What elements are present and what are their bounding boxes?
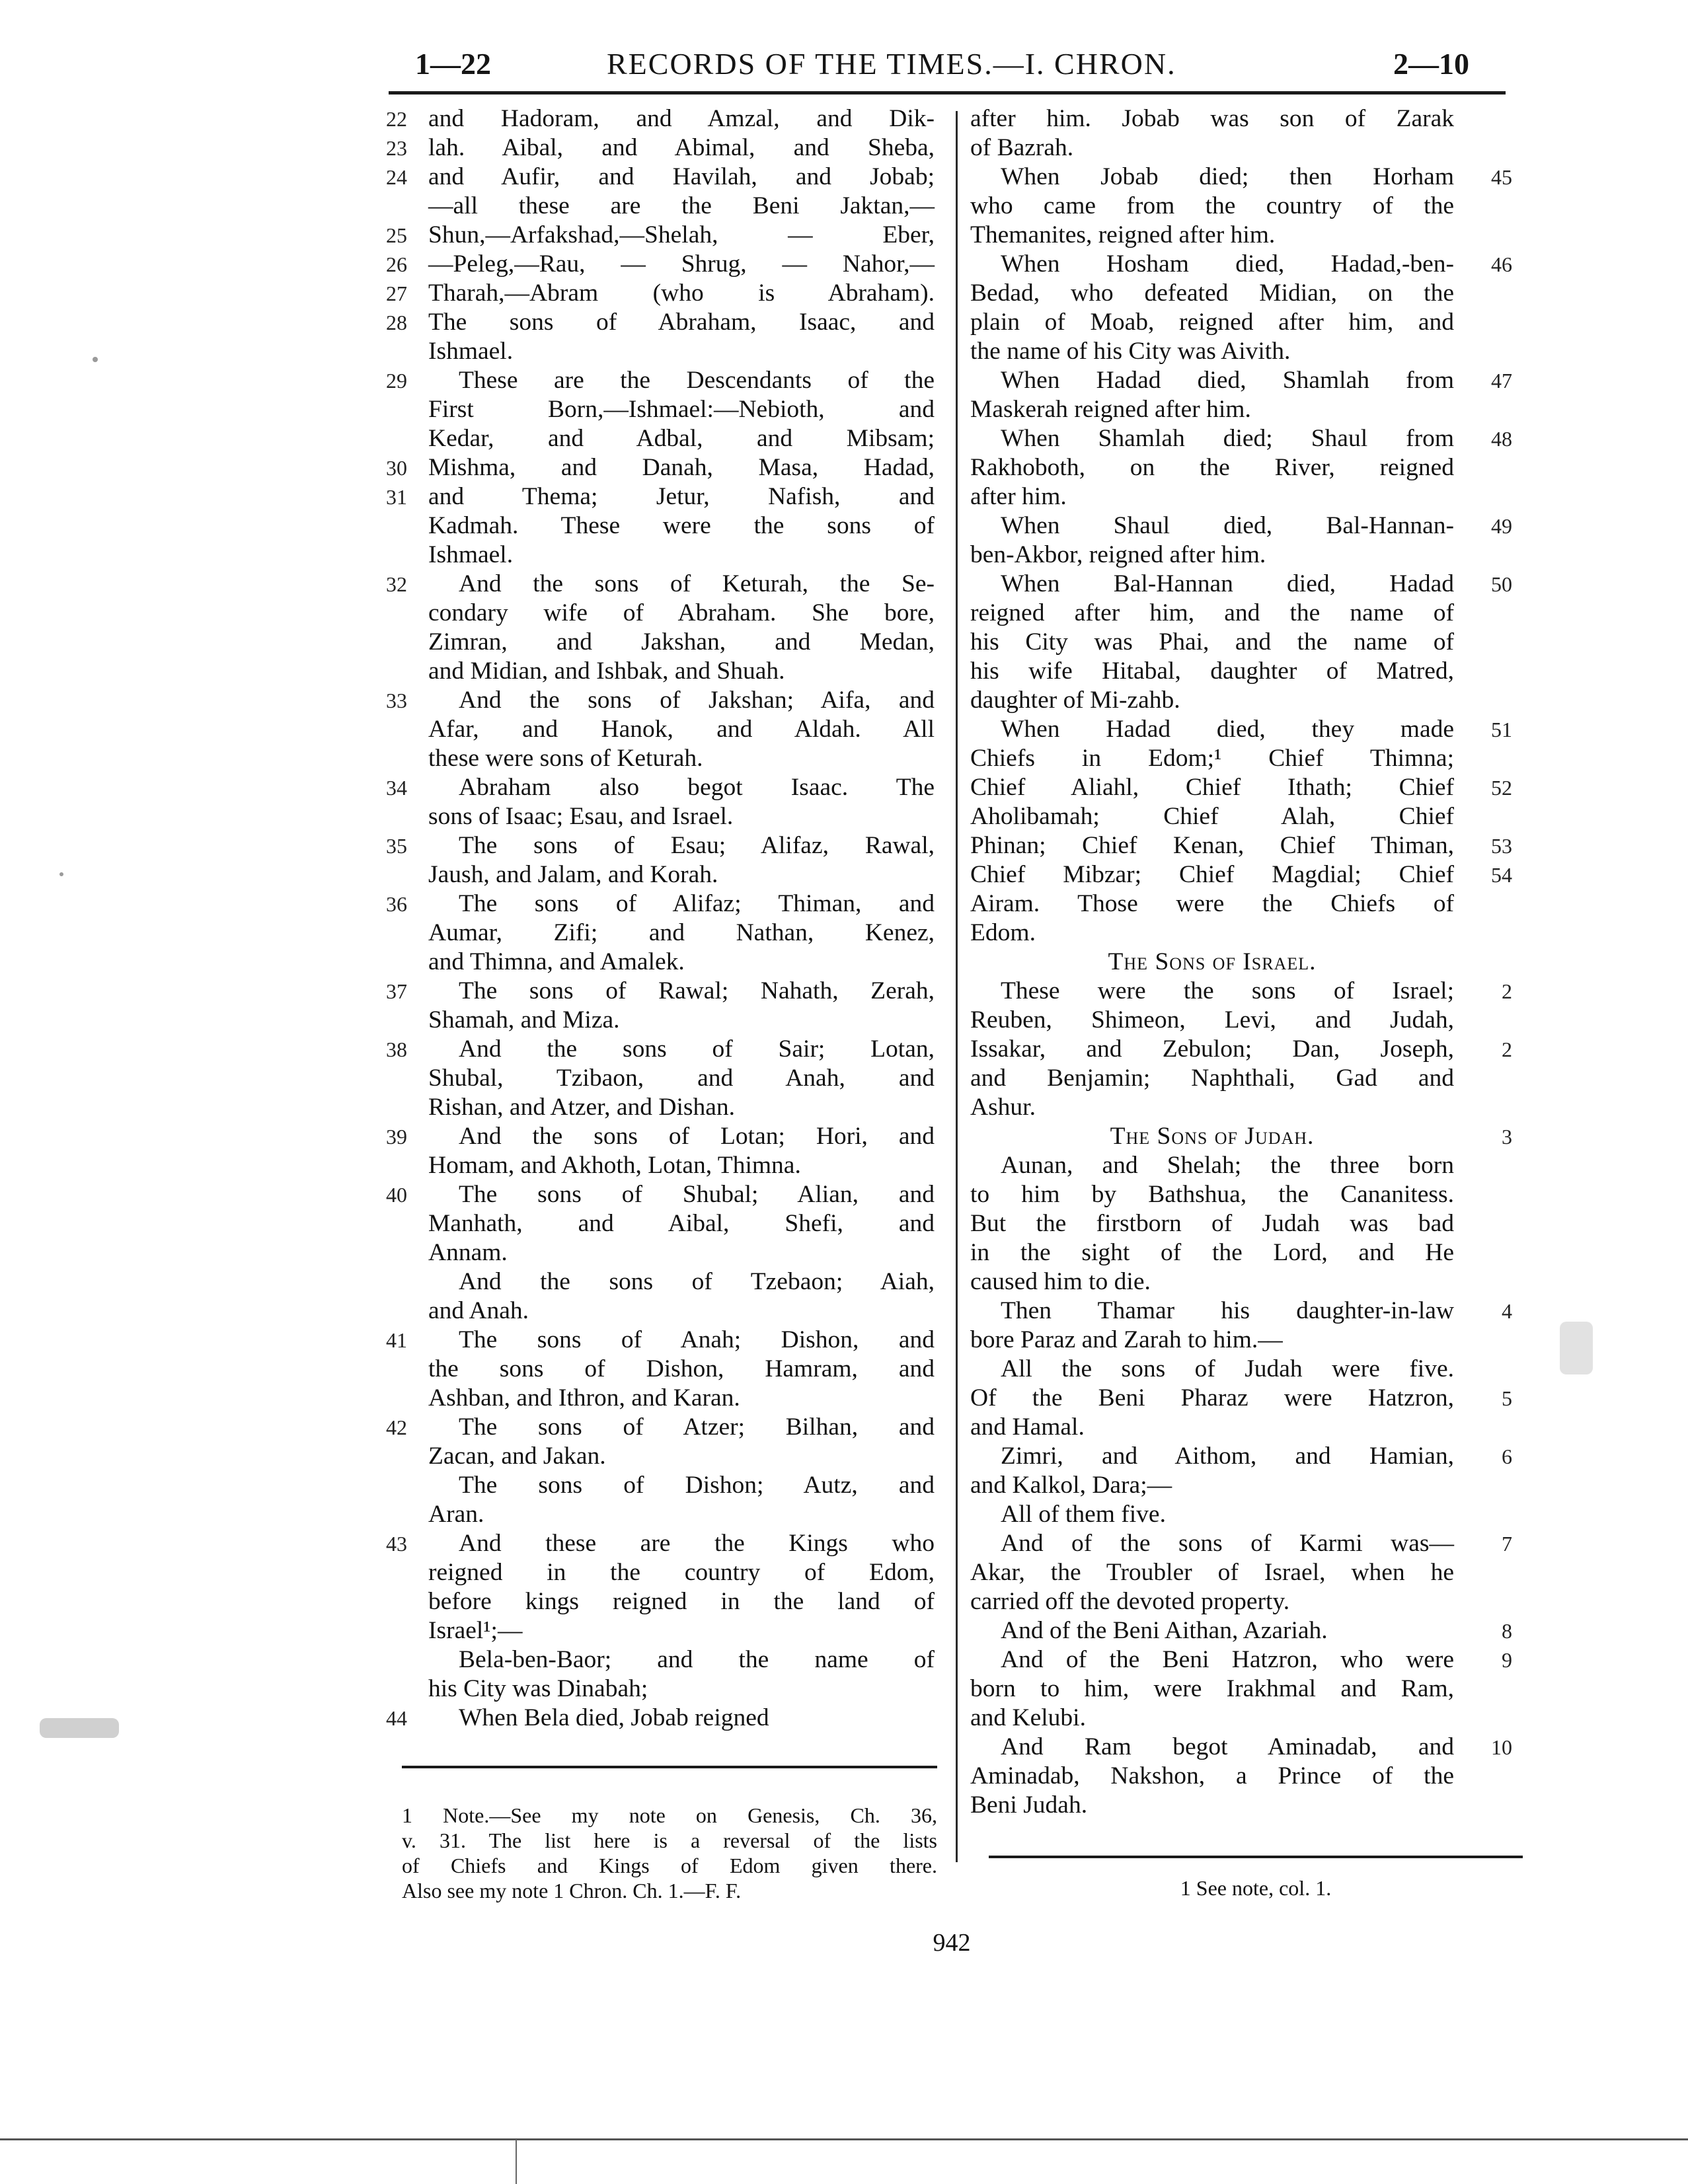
- verse-text: When Shamlah died; Shaul from: [1001, 425, 1454, 452]
- verse-line: [386, 192, 935, 221]
- verse-text: Ishmael.: [428, 338, 514, 365]
- verse-text: Shubal, Tzibaon, and Anah, and: [428, 1065, 935, 1092]
- verse-line: [386, 1704, 935, 1733]
- footnote-right: 1 See note, col. 1.: [1180, 1876, 1332, 1900]
- verse-text: The sons of Atzer; Bilhan, and: [459, 1413, 935, 1441]
- verse-line: [386, 889, 935, 919]
- right-column: [970, 104, 1512, 1820]
- verse-text: Akar, the Troubler of Israel, when he: [970, 1559, 1454, 1586]
- verse-line: [970, 1413, 1512, 1442]
- verse-line: [970, 308, 1512, 337]
- verse-line: [970, 424, 1512, 453]
- verse-line: [386, 424, 935, 453]
- verse-line: [970, 1006, 1512, 1035]
- verse-text: Kadmah. These were the sons of: [428, 512, 935, 539]
- verse-number: 49: [1491, 514, 1512, 538]
- verse-line: [386, 511, 935, 541]
- scan-smudge: [1560, 1322, 1593, 1374]
- verse-number: 29: [386, 369, 407, 393]
- verse-line: [386, 1413, 935, 1442]
- section-heading: The Sons of Judah.: [1110, 1123, 1315, 1150]
- verse-line: [970, 1791, 1512, 1820]
- section-heading-line: [970, 1122, 1512, 1151]
- running-header-right: 2—10: [1393, 47, 1469, 81]
- verse-line: [386, 657, 935, 686]
- verse-text: ben-Akbor, reigned after him.: [970, 541, 1266, 568]
- verse-text: Kedar, and Adbal, and Mibsam;: [428, 425, 935, 452]
- verse-text: and Kelubi.: [970, 1704, 1086, 1731]
- verse-line: [970, 1471, 1512, 1500]
- verse-text: Tharah,—Abram (who is Abraham).: [428, 280, 935, 307]
- scan-smudge: [40, 1718, 119, 1738]
- verse-text: lah. Aibal, and Abimal, and Sheba,: [428, 134, 935, 161]
- verse-number: 48: [1491, 427, 1512, 451]
- verse-line: [970, 1355, 1512, 1384]
- footnote-rule-right: [989, 1856, 1523, 1858]
- verse-line: [970, 163, 1512, 192]
- verse-line: [386, 860, 935, 889]
- verse-line: [970, 366, 1512, 395]
- verse-text: sons of Isaac; Esau, and Israel.: [428, 803, 734, 830]
- verse-text: Aunan, and Shelah; the three born: [1001, 1152, 1454, 1179]
- footnote-line: 1 Note.—See my note on Genesis, Ch. 36,: [402, 1803, 937, 1827]
- verse-text: Aumar, Zifi; and Nathan, Kenez,: [428, 919, 935, 946]
- verse-line: [970, 1326, 1512, 1355]
- verse-text: carried off the devoted property.: [970, 1588, 1290, 1615]
- verse-line: [970, 977, 1512, 1006]
- verse-text: Jaush, and Jalam, and Korah.: [428, 861, 718, 888]
- verse-text: Abraham also begot Isaac. The: [459, 774, 935, 801]
- verse-line: [386, 1587, 935, 1616]
- verse-line: [386, 308, 935, 337]
- verse-text: Phinan; Chief Kenan, Chief Thiman,: [970, 832, 1454, 859]
- verse-text: And these are the Kings who: [459, 1530, 935, 1557]
- verse-text: caused him to die.: [970, 1268, 1151, 1295]
- verse-text: Maskerah reigned after him.: [970, 396, 1251, 423]
- verse-number: 44: [386, 1706, 407, 1730]
- verse-text: Ashban, and Ithron, and Karan.: [428, 1384, 740, 1412]
- verse-line: [386, 977, 935, 1006]
- footnote-line: of Chiefs and Kings of Edom given there.: [402, 1854, 937, 1877]
- verse-text: The sons of Shubal; Alian, and: [459, 1181, 935, 1208]
- verse-line: [386, 163, 935, 192]
- verse-line: [970, 599, 1512, 628]
- verse-text: And Ram begot Aminadab, and: [1001, 1733, 1454, 1760]
- verse-line: [970, 1704, 1512, 1733]
- verse-number: 28: [386, 311, 407, 334]
- verse-text: But the firstborn of Judah was bad: [970, 1210, 1454, 1237]
- verse-text: When Shaul died, Bal-Hannan-: [1001, 512, 1454, 539]
- verse-text: Aholibamah; Chief Alah, Chief: [970, 803, 1454, 830]
- verse-line: [386, 686, 935, 715]
- verse-text: Shun,—Arfakshad,—Shelah, — Eber,: [428, 221, 935, 248]
- verse-text: Zacan, and Jakan.: [428, 1443, 606, 1470]
- footnote-line: Also see my note 1 Chron. Ch. 1.—F. F.: [402, 1879, 742, 1902]
- footnote-left: [402, 1803, 937, 1903]
- verse-line: [970, 1442, 1512, 1471]
- verse-line: [386, 250, 935, 279]
- verse-text: bore Paraz and Zarah to him.—: [970, 1326, 1283, 1353]
- verse-text: Zimran, and Jakshan, and Medan,: [428, 628, 935, 656]
- verse-number: 25: [386, 223, 407, 247]
- verse-line: [386, 337, 935, 366]
- verse-text: Israel¹;—: [428, 1617, 523, 1644]
- verse-text: and Benjamin; Naphthali, Gad and: [970, 1065, 1454, 1092]
- verse-text: Chief Mibzar; Chief Magdial; Chief: [970, 861, 1454, 888]
- verse-line: [386, 628, 935, 657]
- verse-number: 46: [1491, 252, 1512, 276]
- verse-text: —Peleg,—Rau, — Shrug, — Nahor,—: [428, 250, 935, 278]
- verse-text: Manhath, and Aibal, Shefi, and: [428, 1210, 935, 1237]
- verse-text: Zimri, and Aithom, and Hamian,: [1001, 1443, 1454, 1470]
- verse-text: and Midian, and Ishbak, and Shuah.: [428, 658, 785, 685]
- verse-number: 3: [1502, 1125, 1512, 1148]
- verse-number: 9: [1502, 1648, 1512, 1672]
- verse-text: When Hadad died, Shamlah from: [1001, 367, 1454, 394]
- verse-text: and Thema; Jetur, Nafish, and: [428, 483, 935, 510]
- verse-text: reigned in the country of Edom,: [428, 1559, 935, 1586]
- verse-text: to him by Bathshua, the Cananitess.: [970, 1181, 1454, 1208]
- running-header-left: 1—22: [415, 47, 491, 81]
- header-rule: [389, 91, 1506, 94]
- page-number: 942: [933, 1929, 971, 1957]
- verse-text: the sons of Dishon, Hamram, and: [428, 1355, 935, 1382]
- verse-text: Ashur.: [970, 1094, 1036, 1121]
- verse-line: [970, 1180, 1512, 1209]
- verse-text: of Bazrah.: [970, 134, 1074, 161]
- verse-line: [386, 1064, 935, 1093]
- verse-line: [970, 1616, 1512, 1645]
- verse-number: 47: [1491, 369, 1512, 393]
- verse-line: [386, 1442, 935, 1471]
- verse-text: Ishmael.: [428, 541, 514, 568]
- verse-line: [386, 570, 935, 599]
- verse-text: And the sons of Keturah, the Se-: [459, 570, 935, 597]
- verse-line: [386, 744, 935, 773]
- verse-line: [386, 395, 935, 424]
- verse-number: 2: [1502, 1037, 1512, 1061]
- verse-line: [970, 802, 1512, 831]
- verse-number: 38: [386, 1037, 407, 1061]
- verse-line: [970, 133, 1512, 163]
- verse-text: The sons of Dishon; Autz, and: [459, 1472, 935, 1499]
- verse-number: 34: [386, 776, 407, 800]
- verse-number: 10: [1491, 1735, 1512, 1759]
- verse-line: [386, 1297, 935, 1326]
- verse-number: 27: [386, 282, 407, 305]
- verse-text: who came from the country of the: [970, 192, 1454, 219]
- verse-number: 37: [386, 979, 407, 1003]
- verse-line: [386, 1645, 935, 1675]
- verse-line: [386, 1500, 935, 1529]
- verse-text: Homam, and Akhoth, Lotan, Thimna.: [428, 1152, 801, 1179]
- verse-number: 4: [1502, 1299, 1512, 1323]
- verse-number: 2: [1502, 979, 1512, 1003]
- verse-line: [386, 366, 935, 395]
- section-heading-line: [970, 948, 1512, 977]
- verse-line: [386, 773, 935, 802]
- verse-text: —all these are the Beni Jaktan,—: [428, 192, 935, 219]
- verse-text: When Hadad died, they made: [1001, 716, 1454, 743]
- verse-text: When Bela died, Jobab reigned: [459, 1704, 769, 1731]
- verse-text: Chiefs in Edom;¹ Chief Thimna;: [970, 745, 1454, 772]
- verse-line: [386, 1675, 935, 1704]
- verse-line: [386, 1093, 935, 1122]
- verse-line: [970, 1500, 1512, 1529]
- verse-number: 35: [386, 834, 407, 858]
- verse-number: 45: [1491, 165, 1512, 189]
- verse-text: Airam. Those were the Chiefs of: [970, 890, 1454, 917]
- verse-line: [970, 104, 1512, 133]
- verse-text: Annam.: [428, 1239, 508, 1266]
- verse-line: [970, 715, 1512, 744]
- verse-line: [386, 599, 935, 628]
- verse-text: before kings reigned in the land of: [428, 1588, 935, 1615]
- verse-line: [970, 192, 1512, 221]
- verse-text: his City was Phai, and the name of: [970, 628, 1454, 656]
- verse-line: [970, 686, 1512, 715]
- verse-number: 32: [386, 572, 407, 596]
- verse-text: And the sons of Sair; Lotan,: [459, 1036, 935, 1063]
- verse-text: and Hamal.: [970, 1413, 1085, 1441]
- verse-text: All the sons of Judah were five.: [1001, 1355, 1454, 1382]
- verse-number: 50: [1491, 572, 1512, 596]
- verse-line: [970, 628, 1512, 657]
- verse-text: Themanites, reigned after him.: [970, 221, 1276, 248]
- verse-line: [970, 221, 1512, 250]
- left-column: [386, 104, 935, 1733]
- verse-number: 42: [386, 1415, 407, 1439]
- verse-line: [386, 1238, 935, 1267]
- verse-line: [970, 744, 1512, 773]
- verse-text: condary wife of Abraham. She bore,: [428, 599, 935, 626]
- verse-line: [970, 1297, 1512, 1326]
- verse-line: [970, 1587, 1512, 1616]
- verse-line: [970, 1209, 1512, 1238]
- verse-line: [970, 1645, 1512, 1675]
- verse-line: [386, 802, 935, 831]
- verse-line: [386, 1180, 935, 1209]
- verse-text: These were the sons of Israel;: [1001, 977, 1454, 1004]
- verse-line: [386, 453, 935, 482]
- verse-number: 24: [386, 165, 407, 189]
- verse-text: Shamah, and Miza.: [428, 1006, 620, 1034]
- verse-line: [970, 250, 1512, 279]
- verse-line: [386, 1616, 935, 1645]
- verse-text: reigned after him, and the name of: [970, 599, 1454, 626]
- verse-text: in the sight of the Lord, and He: [970, 1239, 1454, 1266]
- verse-text: Of the Beni Pharaz were Hatzron,: [970, 1384, 1454, 1412]
- verse-number: 31: [386, 485, 407, 509]
- verse-text: and Anah.: [428, 1297, 529, 1324]
- verse-number: 41: [386, 1328, 407, 1352]
- verse-number: 8: [1502, 1619, 1512, 1643]
- verse-line: [386, 948, 935, 977]
- verse-text: And the sons of Tzebaon; Aiah,: [459, 1268, 935, 1295]
- verse-line: [970, 541, 1512, 570]
- verse-number: 53: [1491, 834, 1512, 858]
- verse-text: Reuben, Shimeon, Levi, and Judah,: [970, 1006, 1454, 1034]
- verse-text: And the sons of Jakshan; Aifa, and: [459, 687, 935, 714]
- verse-line: [970, 831, 1512, 860]
- verse-line: [386, 715, 935, 744]
- verse-line: [970, 1151, 1512, 1180]
- verse-line: [386, 221, 935, 250]
- verse-line: [970, 511, 1512, 541]
- verse-line: [386, 1326, 935, 1355]
- verse-line: [970, 860, 1512, 889]
- verse-text: Then Thamar his daughter-in-law: [1001, 1297, 1454, 1324]
- scan-edge-tick: [516, 2140, 517, 2184]
- verse-text: Aran.: [428, 1501, 484, 1528]
- column-divider: [956, 111, 958, 1862]
- verse-line: [386, 1267, 935, 1297]
- verse-text: First Born,—Ishmael:—Nebioth, and: [428, 396, 935, 423]
- verse-line: [970, 1675, 1512, 1704]
- verse-number: 39: [386, 1125, 407, 1148]
- section-heading: The Sons of Israel.: [1108, 948, 1317, 975]
- verse-line: [970, 570, 1512, 599]
- verse-text: Beni Judah.: [970, 1791, 1088, 1819]
- verse-line: [970, 1064, 1512, 1093]
- verse-text: after him. Jobab was son of Zarak: [970, 105, 1454, 132]
- verse-number: 54: [1491, 863, 1512, 887]
- verse-number: 40: [386, 1183, 407, 1207]
- verse-line: [386, 1035, 935, 1064]
- verse-text: Chief Aliahl, Chief Ithath; Chief: [970, 774, 1454, 801]
- verse-text: and Kalkol, Dara;—: [970, 1472, 1172, 1499]
- verse-text: Bela-ben-Baor; and the name of: [459, 1646, 935, 1673]
- verse-number: 43: [386, 1532, 407, 1556]
- scan-speck: [93, 357, 98, 362]
- verse-text: The sons of Alifaz; Thiman, and: [459, 890, 935, 917]
- verse-line: [970, 889, 1512, 919]
- verse-line: [386, 1355, 935, 1384]
- verse-line: [970, 337, 1512, 366]
- verse-text: his wife Hitabal, daughter of Matred,: [970, 658, 1454, 685]
- verse-line: [386, 133, 935, 163]
- scan-edge-line: [0, 2138, 1688, 2140]
- verse-text: The sons of Rawal; Nahath, Zerah,: [459, 977, 935, 1004]
- verse-number: 5: [1502, 1386, 1512, 1410]
- footnote-line: v. 31. The list here is a reversal of the lists: [402, 1828, 937, 1852]
- verse-number: 6: [1502, 1445, 1512, 1468]
- verse-line: [970, 395, 1512, 424]
- verse-line: [970, 1529, 1512, 1558]
- verse-line: [386, 1006, 935, 1035]
- verse-text: And of the Beni Hatzron, who were: [1001, 1646, 1454, 1673]
- verse-text: the name of his City was Aivith.: [970, 338, 1291, 365]
- verse-line: [970, 1267, 1512, 1297]
- verse-line: [970, 453, 1512, 482]
- verse-text: When Jobab died; then Horham: [1001, 163, 1454, 190]
- verse-line: [386, 1471, 935, 1500]
- verse-text: Rishan, and Atzer, and Dishan.: [428, 1094, 736, 1121]
- verse-line: [386, 482, 935, 511]
- verse-text: And of the Beni Aithan, Azariah.: [1001, 1617, 1328, 1644]
- verse-text: The sons of Esau; Alifaz, Rawal,: [459, 832, 935, 859]
- verse-line: [970, 482, 1512, 511]
- verse-number: 7: [1502, 1532, 1512, 1556]
- verse-line: [970, 1093, 1512, 1122]
- verse-text: plain of Moab, reigned after him, and: [970, 309, 1454, 336]
- verse-text: daughter of Mi-zahb.: [970, 687, 1180, 714]
- verse-text: after him.: [970, 483, 1067, 510]
- verse-text: When Hosham died, Hadad,-ben-: [1001, 250, 1454, 278]
- verse-line: [386, 1151, 935, 1180]
- verse-line: [970, 773, 1512, 802]
- verse-number: 51: [1491, 718, 1512, 741]
- verse-line: [386, 104, 935, 133]
- verse-text: Aminadab, Nakshon, a Prince of the: [970, 1762, 1454, 1789]
- verse-text: All of them five.: [1001, 1501, 1166, 1528]
- verse-line: [386, 1122, 935, 1151]
- verse-line: [386, 279, 935, 308]
- verse-number: 52: [1491, 776, 1512, 800]
- verse-text: his City was Dinabah;: [428, 1675, 648, 1702]
- verse-text: The sons of Anah; Dishon, and: [459, 1326, 935, 1353]
- verse-line: [970, 1384, 1512, 1413]
- verse-number: 22: [386, 107, 407, 131]
- verse-line: [386, 1209, 935, 1238]
- verse-line: [386, 1529, 935, 1558]
- verse-line: [970, 1762, 1512, 1791]
- verse-line: [386, 831, 935, 860]
- verse-line: [386, 541, 935, 570]
- verse-line: [970, 1558, 1512, 1587]
- verse-text: And the sons of Lotan; Hori, and: [459, 1123, 935, 1150]
- verse-number: 36: [386, 892, 407, 916]
- running-header-title: RECORDS OF THE TIMES.—I. CHRON.: [607, 47, 1176, 81]
- verse-text: Rakhoboth, on the River, reigned: [970, 454, 1454, 481]
- footnote-rule-left: [402, 1766, 937, 1768]
- verse-text: Afar, and Hanok, and Aldah. All: [428, 716, 935, 743]
- verse-text: born to him, were Irakhmal and Ram,: [970, 1675, 1454, 1702]
- verse-line: [970, 657, 1512, 686]
- verse-number: 30: [386, 456, 407, 480]
- verse-line: [386, 1558, 935, 1587]
- verse-line: [386, 919, 935, 948]
- verse-text: Mishma, and Danah, Masa, Hadad,: [428, 454, 935, 481]
- verse-number: 23: [386, 136, 407, 160]
- verse-line: [970, 1733, 1512, 1762]
- verse-number: 26: [386, 252, 407, 276]
- verse-line: [970, 919, 1512, 948]
- verse-text: and Hadoram, and Amzal, and Dik-: [428, 105, 935, 132]
- verse-text: Edom.: [970, 919, 1036, 946]
- verse-number: 33: [386, 689, 407, 712]
- verse-text: and Aufir, and Havilah, and Jobab;: [428, 163, 935, 190]
- verse-text: and Thimna, and Amalek.: [428, 948, 685, 975]
- verse-line: [386, 1384, 935, 1413]
- verse-text: And of the sons of Karmi was—: [1001, 1530, 1454, 1557]
- verse-line: [970, 279, 1512, 308]
- scan-speck: [59, 872, 63, 876]
- verse-line: [970, 1035, 1512, 1064]
- verse-text: these were sons of Keturah.: [428, 745, 703, 772]
- verse-text: When Bal-Hannan died, Hadad: [1001, 570, 1454, 597]
- verse-text: The sons of Abraham, Isaac, and: [428, 309, 935, 336]
- verse-text: Bedad, who defeated Midian, on the: [970, 280, 1454, 307]
- verse-text: These are the Descendants of the: [459, 367, 935, 394]
- verse-text: Issakar, and Zebulon; Dan, Joseph,: [970, 1036, 1454, 1063]
- verse-line: [970, 1238, 1512, 1267]
